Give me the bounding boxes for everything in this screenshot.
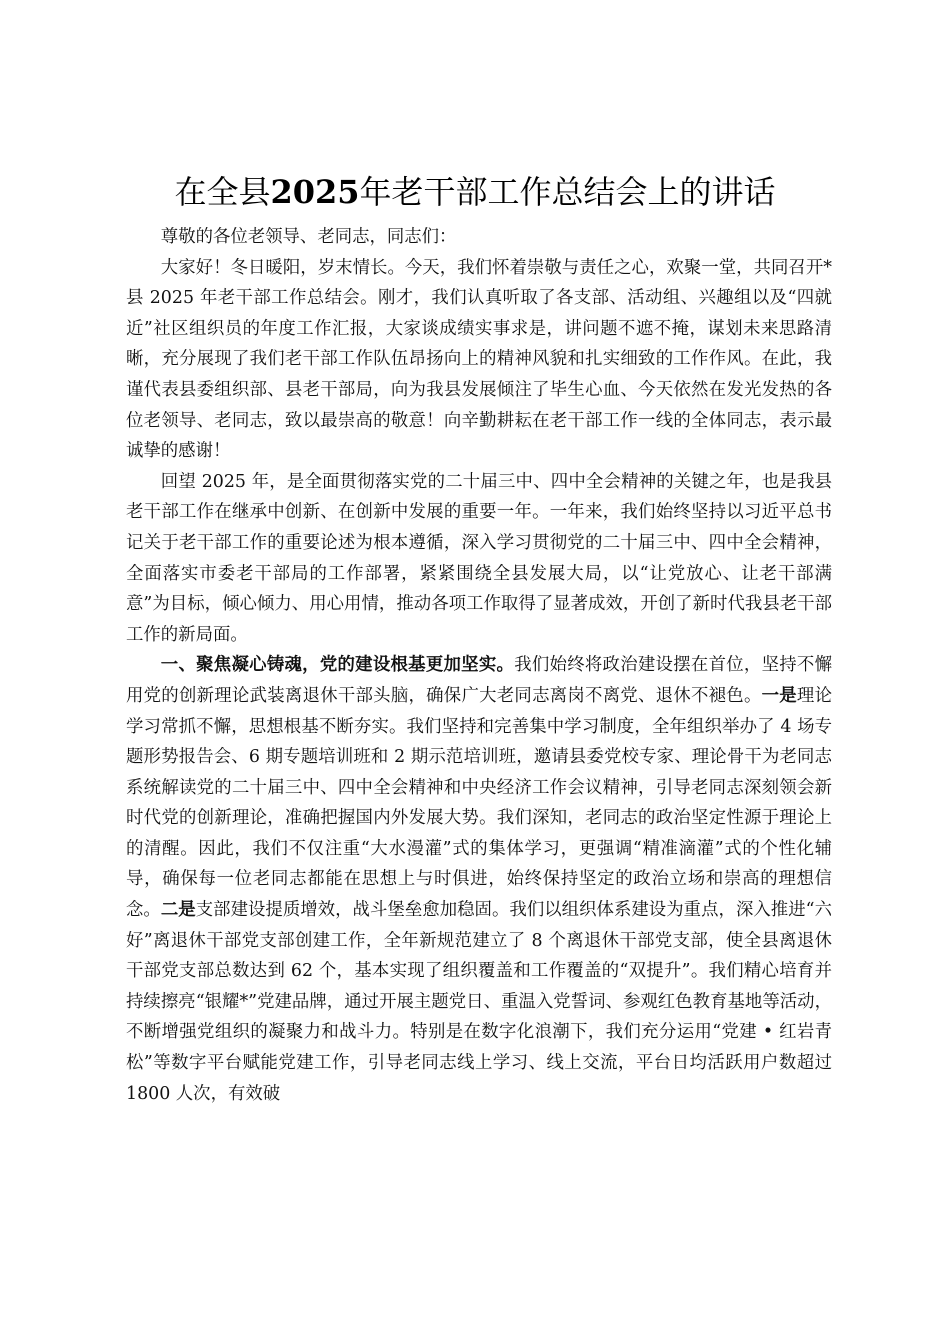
title-prefix: 在全县 bbox=[174, 173, 271, 211]
section-heading: 一、聚焦凝心铸魂，党的建设根基更加坚实。 bbox=[160, 655, 515, 676]
title-suffix: 年老干部工作总结会上的讲话 bbox=[359, 173, 776, 211]
point-one-label: 一是 bbox=[761, 685, 797, 706]
point-two-label: 二是 bbox=[160, 900, 196, 921]
paragraph-section-one bbox=[126, 650, 832, 1109]
paragraph-greeting: 大家好！冬日暖阳，岁末情长。今天，我们怀着崇敬与责任之心，欢聚一堂，共同召开*县 2025 年老干部工作总结会。刚才，我们认真听取了各支部、活动组、兴趣组以及“四就近”社区组织员的年度工作汇报，大家谈成绩实事求是，讲问题不遮不掩，谋划未来思路清晰，充分展现了我们老干部工作队伍昂扬向上的精神风貌和扎实细致的工作作风。在此，我谨代表县委组织部、县老干部局，向为我县发展倾注了毕生心血、今天依然在发光发热的各位老领导、老同志，致以最崇高的敬意！向辛勤耕耘在老干部工作一线的全体同志，表示最诚挚的感谢！ bbox=[126, 257, 832, 462]
document-body bbox=[126, 222, 832, 1109]
salutation: 尊敬的各位老领导、老同志，同志们： bbox=[160, 227, 457, 247]
paragraph-review: 回望 2025 年，是全面贯彻落实党的二十届三中、四中全会精神的关键之年，也是我县老干部工作在继承中创新、在创新中发展的重要一年。一年来，我们始终坚持以习近平总书记关于老干部工作的重要论述为根本遵循，深入学习贯彻党的二十届三中、四中全会精神，全面落实市委老干部局的工作部署，紧紧围绕全县发展大局，以“让党放心、让老干部满意”为目标，倾心倾力、用心用情，推动各项工作取得了显著成效，开创了新时代我县老干部工作的新局面。 bbox=[126, 471, 832, 645]
point-one-text: 理论学习常抓不懈，思想根基不断夯实。我们坚持和完善集中学习制度，全年组织举办了 4 场专题形势报告会、6 期专题培训班和 2 期示范培训班，邀请县委党校专家、理论骨干为老同志系统解读党的二十届三中、四中全会精神和中央经济工作会议精神，引导老同志深刻领会新时代党的创新理论，准确把握国内外发展大势。我们深知，老同志的政治坚定性源于理论上的清醒。因此，我们不仅注重“大水漫灌”式的集体学习，更强调“精准滴灌”式的个性化辅导，确保每一位老同志都能在思想上与时俱进，始终保持坚定的政治立场和崇高的理想信念。 bbox=[126, 685, 832, 921]
section-intro-text: 我们始终将政治建设摆在首位，坚持不懈用党的创新理论武装离退休干部头脑，确保广大老同志离岗不离党、退休不褪色。 bbox=[126, 655, 832, 706]
point-two-text: 支部建设提质增效，战斗堡垒愈加稳固。我们以组织体系建设为重点，深入推进“六好”离退休干部党支部创建工作，全年新规范建立了 8 个离退休干部党支部，使全县离退休干部党支部总数达到 62 个，基本实现了组织覆盖和工作覆盖的“双提升”。我们精心培育并持续擦亮“银耀*”党建品牌，通过开展主题党日、重温入党誓词、参观红色教育基地等活动，不断增强党组织的凝聚力和战斗力。特别是在数字化浪潮下，我们充分运用“党建 • 红岩青松”等数字平台赋能党建工作，引导老同志线上学习、线上交流，平台日均活跃用户数超过 1800 人次，有效破 bbox=[126, 900, 832, 1104]
document-title bbox=[100, 170, 850, 214]
title-year: 2025 bbox=[270, 173, 360, 211]
